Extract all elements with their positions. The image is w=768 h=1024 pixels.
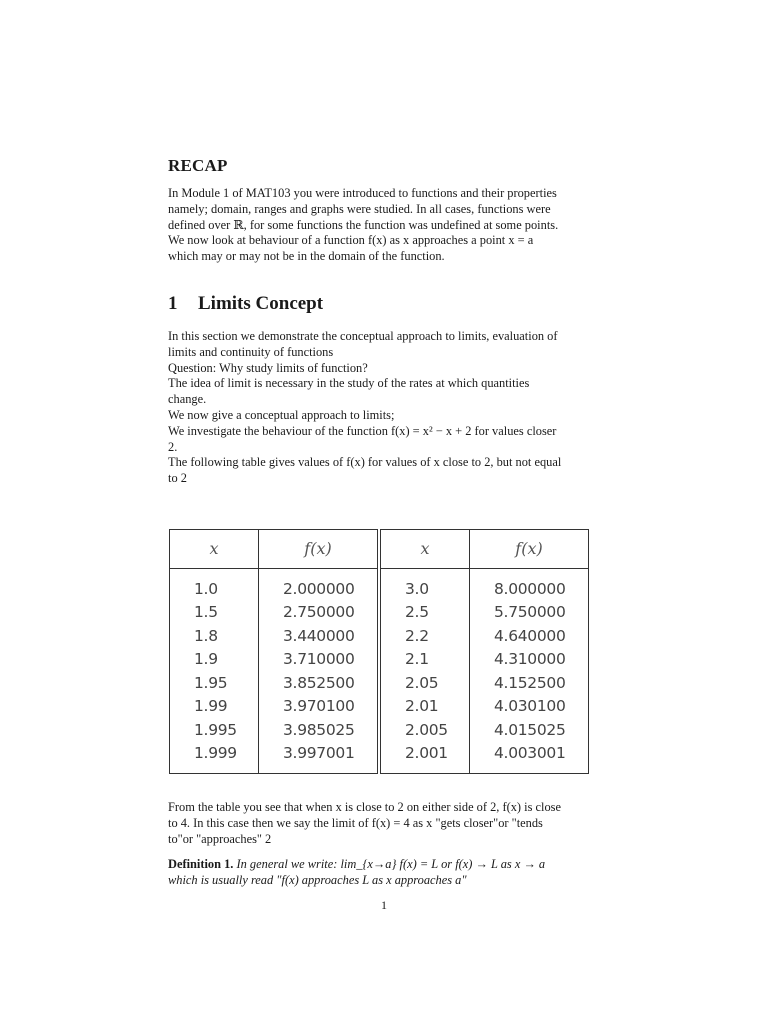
section-heading xyxy=(168,293,600,315)
table-cell: 3.970100 xyxy=(259,694,380,718)
table-cell: 3.710000 xyxy=(259,647,380,671)
table-cell: 2.001 xyxy=(379,741,470,773)
table-cell: 1.0 xyxy=(170,568,259,600)
header-fx-right: f(x) xyxy=(470,529,589,568)
text-line: In this section we demonstrate the conceptual approach to limits, evaluation of xyxy=(168,328,558,343)
definition-line: In general we write: lim_{x→a} f(x) = L or f(x) → L as x → a xyxy=(236,857,546,872)
page-number: 1 xyxy=(381,898,387,912)
table-cell: 4.640000 xyxy=(470,624,589,648)
header-x-right: x xyxy=(379,529,470,568)
table-cell: 3.852500 xyxy=(259,671,380,695)
table-cell: 2.005 xyxy=(379,718,470,742)
text-line: change. xyxy=(168,392,207,407)
text-line: 2. xyxy=(168,439,178,454)
table-cell: 2.2 xyxy=(379,624,470,648)
table-cell: 4.003001 xyxy=(470,741,589,773)
table-cell: 5.750000 xyxy=(470,600,589,624)
header-x-left: x xyxy=(170,529,259,568)
table-cell: 2.000000 xyxy=(259,568,380,600)
table-cell: 2.01 xyxy=(379,694,470,718)
recap-paragraph xyxy=(168,186,600,265)
text-line: In Module 1 of MAT103 you were introduced to functions and their properties xyxy=(168,186,557,200)
text-line: to"or "approaches" 2 xyxy=(168,831,272,846)
values-table xyxy=(169,529,589,774)
table-cell: 2.750000 xyxy=(259,600,380,624)
table-cell: 2.1 xyxy=(379,647,470,671)
section-title: Limits Concept xyxy=(198,292,324,314)
table-row xyxy=(170,647,589,671)
table-cell: 4.310000 xyxy=(470,647,589,671)
table-cell: 3.0 xyxy=(379,568,470,600)
recap-heading: RECAP xyxy=(168,156,228,175)
table-cell: 1.9 xyxy=(170,647,259,671)
table-cell: 4.015025 xyxy=(470,718,589,742)
table-cell: 4.030100 xyxy=(470,694,589,718)
table-cell: 2.05 xyxy=(379,671,470,695)
table-row xyxy=(170,741,589,773)
header-fx-left: f(x) xyxy=(259,529,380,568)
text-line: limits and continuity of functions xyxy=(168,344,334,359)
table-cell: 8.000000 xyxy=(470,568,589,600)
table-row xyxy=(170,624,589,648)
table-row xyxy=(170,600,589,624)
text-line: The idea of limit is necessary in the study of the rates at which quantities xyxy=(168,376,530,391)
text-line: defined over ℝ, for some functions the function was undefined at some points. xyxy=(168,217,559,232)
text-line: Question: Why study limits of function? xyxy=(168,360,368,375)
values-table-wrapper xyxy=(169,529,600,774)
section-number: 1 xyxy=(168,292,178,314)
text-line: We now give a conceptual approach to limits; xyxy=(168,407,395,422)
table-cell: 3.985025 xyxy=(259,718,380,742)
text-line: to 2 xyxy=(168,471,187,486)
table-row xyxy=(170,671,589,695)
section-paragraph xyxy=(168,329,600,487)
text-line: We now look at behaviour of a function f(x) as x approaches a point x = a xyxy=(168,233,534,248)
table-cell: 1.995 xyxy=(170,718,259,742)
conclusion-paragraph xyxy=(168,800,600,847)
table-cell: 2.5 xyxy=(379,600,470,624)
page-content xyxy=(168,156,600,889)
table-cell: 1.95 xyxy=(170,671,259,695)
table-cell: 3.997001 xyxy=(259,741,380,773)
table-cell: 1.8 xyxy=(170,624,259,648)
table-cell: 1.999 xyxy=(170,741,259,773)
table-row xyxy=(170,718,589,742)
table-cell: 1.5 xyxy=(170,600,259,624)
table-row xyxy=(170,694,589,718)
definition-label: Definition 1. xyxy=(168,857,234,872)
text-line: We investigate the behaviour of the function f(x) = x² − x + 2 for values closer xyxy=(168,423,557,438)
text-line: to 4. In this case then we say the limit of f(x) = 4 as x "gets closer"or "tends xyxy=(168,815,543,830)
definition-line: which is usually read "f(x) approaches L as x approaches a" xyxy=(168,873,467,888)
text-line: which may or may not be in the domain of the function. xyxy=(168,249,445,264)
table-cell: 3.440000 xyxy=(259,624,380,648)
table-cell: 1.99 xyxy=(170,694,259,718)
text-line: From the table you see that when x is close to 2 on either side of 2, f(x) is close xyxy=(168,799,561,814)
text-line: namely; domain, ranges and graphs were studied. In all cases, functions were xyxy=(168,201,551,216)
table-header-row xyxy=(170,529,589,568)
table-cell: 4.152500 xyxy=(470,671,589,695)
text-line: The following table gives values of f(x) for values of x close to 2, but not equal xyxy=(168,455,562,470)
definition-block xyxy=(168,857,600,889)
table-row xyxy=(170,568,589,600)
